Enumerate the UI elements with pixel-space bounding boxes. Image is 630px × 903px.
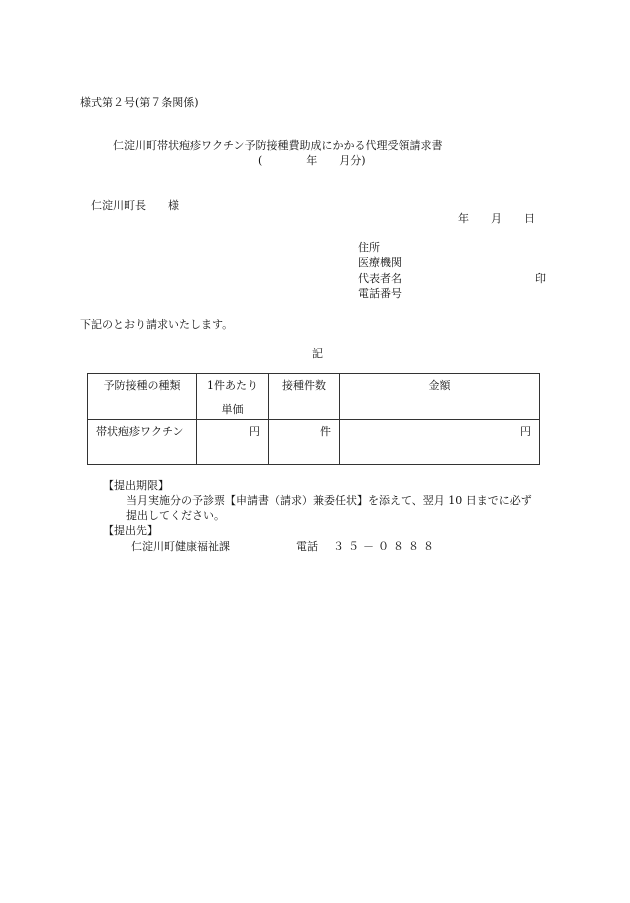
request-statement: 下記のとおり請求いたします。 xyxy=(80,318,234,331)
header-vaccine-type: 予防接種の種類 xyxy=(88,374,197,420)
header-unit-price: 1件あたり 単価 xyxy=(197,374,269,420)
address-label: 住所 xyxy=(358,241,380,254)
representative-label: 代表者名 xyxy=(358,272,402,285)
cell-vaccine-type: 帯状疱疹ワクチン xyxy=(88,420,197,465)
header-count: 接種件数 xyxy=(269,374,340,420)
deadline-text-line1: 当月実施分の予診票【申請書（請求）兼委任状】を添えて、翌月 10 日までに必ず xyxy=(126,494,532,507)
form-number: 様式第２号(第７条関係) xyxy=(80,96,199,109)
destination-department: 仁淀川町健康福祉課 xyxy=(131,540,230,553)
phone-number-label: 電話番号 xyxy=(358,287,402,300)
document-title: 仁淀川町帯状疱疹ワクチン予防接種費助成にかかる代理受領請求書 xyxy=(113,139,443,152)
header-amount: 金額 xyxy=(340,374,540,420)
date-line: 年 月 日 xyxy=(458,212,535,225)
cell-count[interactable]: 件 xyxy=(269,420,340,465)
table-row xyxy=(88,420,540,465)
destination-heading: 【提出先】 xyxy=(103,524,158,537)
cell-unit-price[interactable]: 円 xyxy=(197,420,269,465)
deadline-heading: 【提出期限】 xyxy=(103,479,169,492)
claim-table xyxy=(87,373,540,465)
institution-label: 医療機関 xyxy=(358,256,402,269)
destination-phone-label: 電話 xyxy=(296,540,318,553)
addressee: 仁淀川町長 様 xyxy=(91,199,179,212)
deadline-text-line2: 提出してください。 xyxy=(126,509,225,522)
cell-amount[interactable]: 円 xyxy=(340,420,540,465)
ki-label: 記 xyxy=(312,347,323,360)
table-header-row xyxy=(88,374,540,420)
document-title-period: ( 年 月分) xyxy=(258,154,366,167)
seal-mark: 印 xyxy=(535,272,546,285)
destination-phone-number: ３５－０８８８ xyxy=(333,540,438,553)
